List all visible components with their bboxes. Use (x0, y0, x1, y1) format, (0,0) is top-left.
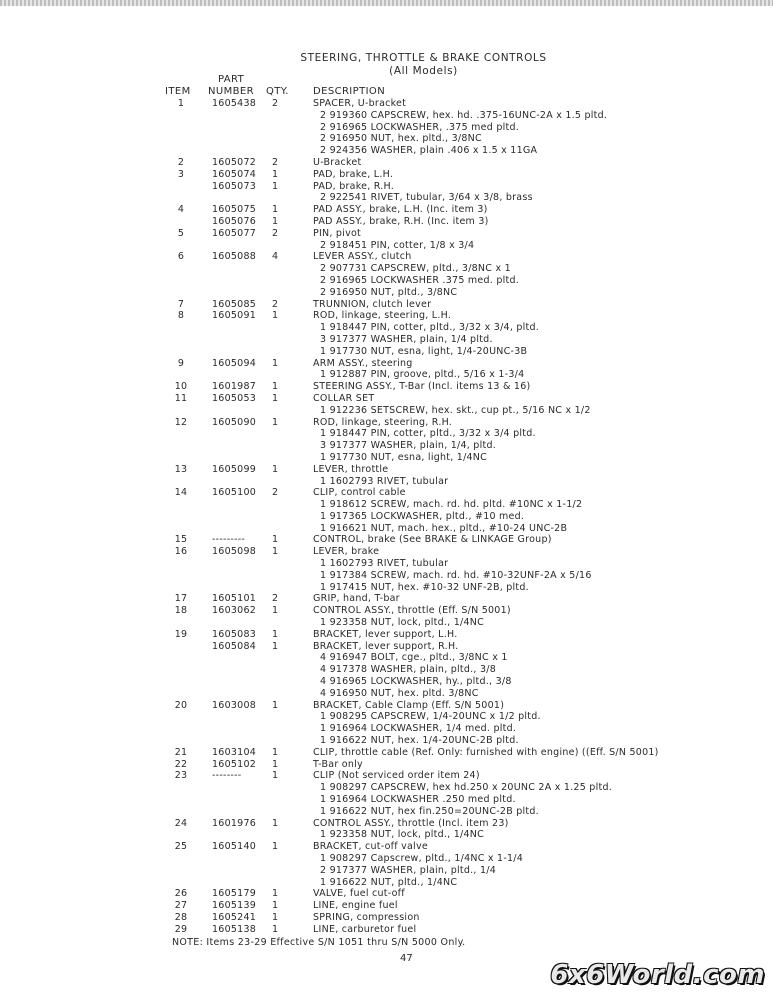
part-description: CLIP, control cable (313, 487, 406, 499)
part-row (0, 157, 773, 169)
part-number: -------- (212, 770, 242, 782)
part-description: LINE, carburetor fuel (313, 923, 417, 935)
hardware-row (0, 829, 773, 841)
item-number: 11 (174, 392, 188, 404)
item-number: 2 (177, 156, 185, 168)
quantity: 1 (272, 357, 279, 369)
quantity: 1 (272, 168, 279, 180)
part-row (0, 204, 773, 216)
part-row (0, 593, 773, 605)
hardware-description: 1 918447 PIN, cotter, pltd., 3/32 x 3/4, pltd. (320, 322, 540, 334)
hardware-description: 1 912236 SETSCREW, hex. skt., cup pt., 5/16 NC x 1/2 (320, 404, 591, 416)
quantity: 1 (272, 770, 279, 782)
part-number: 1605140 (212, 841, 257, 853)
page-title: STEERING, THROTTLE & BRAKE CONTROLS (300, 52, 547, 64)
page-number: 47 (400, 953, 413, 964)
hardware-description: 1 916622 NUT, pltd., 1/4NC (320, 876, 458, 888)
part-row (0, 358, 773, 370)
hardware-description: 1 916964 LOCKWASHER, 1/4 med. pltd. (320, 723, 517, 735)
item-number: 18 (174, 605, 188, 617)
quantity: 1 (272, 746, 279, 758)
hardware-description: 1 908297 CAPSCREW, hex hd.250 x 20UNC 2A x 1.25 pltd. (320, 782, 612, 794)
part-number: 1603008 (212, 699, 257, 711)
quantity: 2 (272, 156, 279, 168)
hardware-description: 1 916622 NUT, hex fin.250=20UNC-2B pltd. (320, 805, 539, 817)
item-number: 20 (174, 699, 188, 711)
part-row (0, 605, 773, 617)
part-description: T-Bar only (313, 758, 363, 770)
part-number: 1605139 (212, 900, 257, 912)
part-row (0, 924, 773, 936)
part-description: CLIP (Not serviced order item 24) (313, 770, 480, 782)
part-row (0, 98, 773, 110)
hardware-row (0, 369, 773, 381)
part-description: LINE, engine fuel (313, 900, 398, 912)
hardware-description: 3 917377 WASHER, plain, 1/4, pltd. (320, 440, 497, 452)
hardware-description: 1 908295 CAPSCREW, 1/4-20UNC x 1/2 pltd. (320, 711, 541, 723)
site-watermark: 6x6World.com (550, 960, 765, 990)
part-row (0, 818, 773, 830)
hardware-row (0, 405, 773, 417)
hardware-description: 2 916950 NUT, pltd., 3/8NC (320, 286, 458, 298)
quantity: 2 (272, 298, 279, 310)
part-row (0, 534, 773, 546)
hardware-description: 1 917415 NUT, hex. #10-32 UNF-2B, pltd. (320, 581, 529, 593)
part-description: PAD, brake, L.H. (313, 168, 394, 180)
part-description: TRUNNION, clutch lever (313, 298, 432, 310)
quantity: 1 (272, 381, 279, 393)
part-number: 1605088 (212, 251, 257, 263)
part-row (0, 841, 773, 853)
item-number: 26 (174, 888, 188, 900)
part-description: CONTROL, brake (See BRAKE & LINKAGE Group) (313, 534, 552, 546)
part-number: 1605084 (212, 640, 257, 652)
hardware-description: 1 918612 SCREW, mach. rd. hd. pltd. #10NC x 1-1/2 (320, 499, 583, 511)
hardware-row (0, 652, 773, 664)
hardware-description: 2 907731 CAPSCREW, pltd., 3/8NC x 1 (320, 263, 511, 275)
part-row (0, 299, 773, 311)
hardware-row (0, 322, 773, 334)
quantity: 2 (272, 227, 279, 239)
part-row (0, 169, 773, 181)
item-number: 1 (177, 98, 185, 109)
hardware-row (0, 865, 773, 877)
hardware-row (0, 263, 773, 275)
part-row (0, 912, 773, 924)
part-description: CLIP, throttle cable (Ref. Only: furnished with engine) ((Eff. S/N 5001) (313, 746, 659, 758)
header-item: ITEM (165, 86, 191, 97)
item-number: 15 (174, 534, 188, 546)
item-number: 3 (177, 168, 185, 180)
hardware-description: 1 917730 NUT, esna, light, 1/4NC (320, 451, 488, 463)
item-number: 29 (174, 923, 188, 935)
hardware-row (0, 122, 773, 134)
part-number: 1605098 (212, 546, 257, 558)
hardware-row (0, 334, 773, 346)
hardware-row (0, 806, 773, 818)
hardware-row (0, 794, 773, 806)
part-number: 1603104 (212, 746, 257, 758)
hardware-row (0, 440, 773, 452)
quantity: 2 (272, 593, 279, 605)
hardware-description: 4 916947 BOLT, cge., pltd., 3/8NC x 1 (320, 652, 508, 664)
part-description: CONTROL ASSY., throttle (Incl. item 23) (313, 817, 509, 829)
hardware-description: 1 917730 NUT, esna, light, 1/4-20UNC-3B (320, 345, 528, 357)
quantity: 1 (272, 605, 279, 617)
item-number: 9 (177, 357, 185, 369)
quantity: 1 (272, 888, 279, 900)
part-description: ROD, linkage, steering, R.H. (313, 416, 453, 428)
hardware-description: 4 916950 NUT, hex. pltd. 3/8NC (320, 687, 479, 699)
part-description: BRACKET, cut-off valve (313, 841, 428, 853)
part-number: 1605075 (212, 204, 257, 216)
quantity: 1 (272, 416, 279, 428)
hardware-row (0, 428, 773, 440)
quantity: 4 (272, 251, 279, 263)
title-block (0, 52, 773, 78)
hardware-description: 1 1602793 RIVET, tubular (320, 558, 449, 570)
hardware-description: 2 924356 WASHER, plain .406 x 1.5 x 11GA (320, 145, 538, 157)
part-row (0, 641, 773, 653)
part-row (0, 700, 773, 712)
item-number: 21 (174, 746, 188, 758)
part-description: PAD, brake, R.H. (313, 180, 395, 192)
quantity: 1 (272, 900, 279, 912)
item-number: 7 (177, 298, 185, 310)
part-number: 1605091 (212, 310, 257, 322)
part-row (0, 417, 773, 429)
hardware-row (0, 723, 773, 735)
item-number: 28 (174, 911, 188, 923)
part-description: BRACKET, lever support, R.H. (313, 640, 459, 652)
quantity: 2 (272, 487, 279, 499)
item-number: 16 (174, 546, 188, 558)
hardware-description: 1 917384 SCREW, mach. rd. hd. #10-32UNF-2A x 5/16 (320, 569, 592, 581)
part-number: 1605073 (212, 180, 257, 192)
part-number: 1605083 (212, 628, 257, 640)
part-description: PIN, pivot (313, 227, 362, 239)
part-row (0, 888, 773, 900)
hardware-row (0, 499, 773, 511)
hardware-row (0, 664, 773, 676)
part-row (0, 747, 773, 759)
part-number: 1605241 (212, 911, 257, 923)
hardware-description: 2 918451 PIN, cotter, 1/8 x 3/4 (320, 239, 475, 251)
hardware-description: 1 908297 Capscrew, pltd., 1/4NC x 1-1/4 (320, 853, 524, 864)
hardware-description: 2 919360 CAPSCREW, hex. hd. .375-16UNC-2A x 1.5 pltd. (320, 109, 608, 121)
part-row (0, 900, 773, 912)
hardware-row (0, 688, 773, 700)
hardware-row (0, 476, 773, 488)
hardware-description: 1 912887 PIN, groove, pltd., 5/16 x 1-3/4 (320, 369, 525, 381)
part-row (0, 393, 773, 405)
part-number: 1603062 (212, 605, 257, 617)
hardware-row (0, 133, 773, 145)
part-description: STEERING ASSY., T-Bar (Incl. items 13 & 16) (313, 381, 531, 393)
hardware-description: 2 916965 LOCKWASHER, .375 med pltd. (320, 121, 520, 133)
effectivity-note: NOTE: Items 23-29 Effective S/N 1051 thru S/N 5000 Only. (172, 937, 466, 948)
part-number: 1605102 (212, 758, 257, 770)
part-row (0, 228, 773, 240)
hardware-description: 2 916950 NUT, hex. pltd., 3/8NC (320, 133, 482, 145)
part-description: BRACKET, Cable Clamp (Eff. S/N 5001) (313, 699, 505, 711)
hardware-row (0, 511, 773, 523)
part-number: 1605072 (212, 156, 257, 168)
item-number: 24 (174, 817, 188, 829)
part-row (0, 464, 773, 476)
item-number: 23 (174, 770, 188, 782)
part-description: PAD ASSY., brake, L.H. (Inc. item 3) (313, 204, 488, 216)
part-description: CONTROL ASSY., throttle (Eff. S/N 5001) (313, 605, 511, 617)
quantity: 1 (272, 204, 279, 216)
quantity: 1 (272, 817, 279, 829)
hardware-row (0, 523, 773, 535)
part-number: 1605179 (212, 888, 257, 900)
hardware-description: 1 916622 NUT, hex. 1/4-20UNC-2B pltd. (320, 735, 519, 747)
part-description: U-Bracket (313, 156, 362, 168)
hardware-row (0, 570, 773, 582)
part-row (0, 251, 773, 263)
hardware-row (0, 877, 773, 889)
quantity: 1 (272, 392, 279, 404)
hardware-description: 1 916621 NUT, mach. hex., pltd., #10-24 UNC-2B (320, 522, 568, 534)
part-number: 1605053 (212, 392, 257, 404)
page-subtitle: (All Models) (389, 65, 458, 77)
part-description: BRACKET, lever support, L.H. (313, 628, 458, 640)
part-number: 1605438 (212, 98, 257, 109)
hardware-description: 1 923358 NUT, lock, pltd., 1/4NC (320, 617, 484, 629)
item-number: 14 (174, 487, 188, 499)
part-description: ROD, linkage, steering, L.H. (313, 310, 452, 322)
part-row (0, 629, 773, 641)
item-number: 25 (174, 841, 188, 853)
part-number: 1605074 (212, 168, 257, 180)
hardware-description: 3 917377 WASHER, plain, 1/4 pltd. (320, 333, 493, 345)
item-number: 13 (174, 463, 188, 475)
quantity: 1 (272, 911, 279, 923)
part-number: 1601976 (212, 817, 257, 829)
hardware-row (0, 711, 773, 723)
hardware-row (0, 145, 773, 157)
hardware-row (0, 346, 773, 358)
quantity: 1 (272, 758, 279, 770)
hardware-row (0, 452, 773, 464)
hardware-description: 4 916965 LOCKWASHER, hy., pltd., 3/8 (320, 676, 512, 688)
item-number: 10 (174, 381, 188, 393)
item-number: 6 (177, 251, 185, 263)
hardware-row (0, 240, 773, 252)
header-description: DESCRIPTION (313, 86, 386, 97)
item-number: 4 (177, 204, 185, 216)
item-number: 19 (174, 628, 188, 640)
part-row (0, 487, 773, 499)
part-number: 1605101 (212, 593, 257, 605)
part-number: 1605085 (212, 298, 257, 310)
quantity: 1 (272, 628, 279, 640)
part-row (0, 181, 773, 193)
quantity: 1 (272, 534, 279, 546)
part-description: GRIP, hand, T-bar (313, 593, 400, 605)
part-number: 1605090 (212, 416, 257, 428)
page-top-border (0, 0, 773, 6)
hardware-description: 4 917378 WASHER, plain, pltd., 3/8 (320, 664, 497, 676)
part-description: SPRING, compression (313, 911, 420, 923)
hardware-description: 1 923358 NUT, lock, pltd., 1/4NC (320, 829, 484, 841)
part-row (0, 546, 773, 558)
hardware-description: 2 917377 WASHER, plain, pltd., 1/4 (320, 864, 497, 876)
part-description: ARM ASSY., steering (313, 357, 413, 369)
header-number: NUMBER (208, 86, 254, 97)
part-description: VALVE, fuel cut-off (313, 888, 405, 900)
part-description: LEVER ASSY., clutch (313, 251, 412, 263)
part-description: LEVER, brake (313, 546, 380, 558)
hardware-description: 1 917365 LOCKWASHER, pltd., #10 med. (320, 510, 525, 522)
hardware-description: 1 1602793 RIVET, tubular (320, 475, 449, 487)
part-number: 1605077 (212, 227, 257, 239)
hardware-row (0, 782, 773, 794)
part-row (0, 381, 773, 393)
part-number: 1605100 (212, 487, 257, 499)
part-number: --------- (212, 534, 246, 546)
part-number: 1605094 (212, 357, 257, 369)
part-description: SPACER, U-bracket (313, 98, 407, 109)
part-row (0, 770, 773, 782)
part-row (0, 759, 773, 771)
item-number: 17 (174, 593, 188, 605)
part-description: COLLAR SET (313, 392, 375, 404)
hardware-description: 1 916964 LOCKWASHER .250 med pltd. (320, 794, 516, 806)
quantity: 1 (272, 546, 279, 558)
hardware-row (0, 558, 773, 570)
header-part: PART (218, 74, 245, 85)
hardware-description: 1 918447 PIN, cotter, pltd., 3/32 x 3/4 pltd. (320, 428, 536, 440)
item-number: 12 (174, 416, 188, 428)
quantity: 1 (272, 923, 279, 935)
item-number: 27 (174, 900, 188, 912)
item-number: 22 (174, 758, 188, 770)
hardware-row (0, 110, 773, 122)
part-row (0, 310, 773, 322)
part-number: 1605099 (212, 463, 257, 475)
quantity: 1 (272, 215, 279, 227)
hardware-description: 2 922541 RIVET, tubular, 3/64 x 3/8, brass (320, 192, 533, 204)
part-description: PAD ASSY., brake, R.H. (Inc. item 3) (313, 215, 489, 227)
parts-list (0, 98, 773, 936)
hardware-row (0, 676, 773, 688)
quantity: 1 (272, 640, 279, 652)
hardware-row (0, 735, 773, 747)
quantity: 1 (272, 180, 279, 192)
part-number: 1601987 (212, 381, 257, 393)
hardware-row (0, 617, 773, 629)
quantity: 1 (272, 463, 279, 475)
hardware-row (0, 192, 773, 204)
quantity: 1 (272, 841, 279, 853)
part-number: 1605076 (212, 215, 257, 227)
quantity: 1 (272, 310, 279, 322)
part-number: 1605138 (212, 923, 257, 935)
hardware-row (0, 853, 773, 865)
quantity: 1 (272, 699, 279, 711)
hardware-row (0, 275, 773, 287)
header-qty: QTY. (266, 86, 289, 97)
hardware-row (0, 287, 773, 299)
part-description: LEVER, throttle (313, 463, 389, 475)
item-number: 5 (177, 227, 185, 239)
hardware-row (0, 582, 773, 594)
quantity: 2 (272, 98, 279, 109)
hardware-description: 2 916965 LOCKWASHER .375 med. pltd. (320, 274, 520, 286)
part-row (0, 216, 773, 228)
item-number: 8 (177, 310, 185, 322)
